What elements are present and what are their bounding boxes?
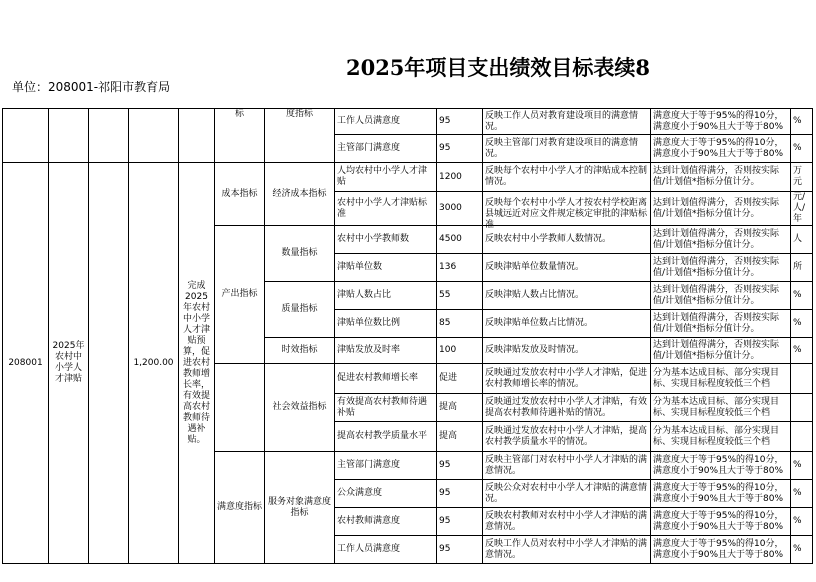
indicator-standard-text: 分为基本达成目标、部分实现目标、实现目标程度较低三个档 <box>653 367 780 389</box>
indicator-value: 4500 <box>437 226 483 254</box>
indicator-value: 提高 <box>437 394 483 422</box>
indicator-name: 津贴单位数比例 <box>335 310 437 338</box>
indicator-standard-text: 分为基本达成目标、部分实现目标、实现目标程度较低三个档 <box>653 396 780 418</box>
unit-label: 单位：208001-祁阳市教育局 <box>12 80 171 94</box>
indicator-unit <box>791 394 813 422</box>
indicator-value: 95 <box>437 135 483 163</box>
indicator-name: 农村中小学人才津贴标准 <box>335 192 437 226</box>
indicator-value: 95 <box>437 109 483 135</box>
indicator-standard <box>651 536 791 564</box>
quality-level2: 质量指标 <box>265 282 335 338</box>
indicator-desc-text: 反映津贴人数占比情况。 <box>485 290 585 300</box>
indicator-unit: % <box>791 135 813 163</box>
indicator-standard <box>651 480 791 508</box>
indicator-name: 农村教师满意度 <box>335 508 437 536</box>
quantity-level2: 数量指标 <box>265 226 335 282</box>
indicator-value: 55 <box>437 282 483 310</box>
indicator-name: 主管部门满意度 <box>335 452 437 480</box>
indicator-standard <box>651 394 791 422</box>
indicator-standard-text: 达到计划值得满分，否则按实际值/计划值*指标分值计分。 <box>653 228 780 250</box>
indicator-desc-text: 反映津贴单位数量情况。 <box>485 262 585 272</box>
indicator-standard <box>651 254 791 282</box>
project-goal: 完成2025年农村中小学人才津贴预算，促进农村教师增长率，有效提高农村教师待遇补贴。 <box>179 163 215 564</box>
indicator-name: 农村中小学教师数 <box>335 226 437 254</box>
indicator-unit: % <box>791 310 813 338</box>
indicator-name: 促进农村教师增长率 <box>335 364 437 394</box>
indicator-unit: % <box>791 480 813 508</box>
performance-table <box>2 108 813 564</box>
indicator-desc-text: 反映农村中小学教师人数情况。 <box>485 234 612 244</box>
indicator-standard-text: 达到计划值得满分，否则按实际值/计划值*指标分值计分。 <box>653 197 780 219</box>
indicator-desc-text: 反映主管部门对教育建设项目的满意情况。 <box>485 137 639 159</box>
indicator-name: 公众满意度 <box>335 480 437 508</box>
indicator-desc <box>483 422 651 452</box>
indicator-desc-text: 反映公众对农村中小学人才津贴的满意情况。 <box>485 482 648 504</box>
level2-cell: 度指标 <box>265 109 335 163</box>
indicator-unit: % <box>791 338 813 364</box>
indicator-desc-text: 反映农村教师对农村中小学人才津贴的满意情况。 <box>485 510 648 532</box>
indicator-unit <box>791 422 813 452</box>
indicator-standard <box>651 163 791 192</box>
cost-level2: 经济成本指标 <box>265 163 335 226</box>
indicator-value: 3000 <box>437 192 483 226</box>
indicator-standard <box>651 310 791 338</box>
indicator-name: 工作人员满意度 <box>335 109 437 135</box>
indicator-standard-text: 分为基本达成目标、部分实现目标、实现目标程度较低三个档 <box>653 425 780 447</box>
project-amount: 1,200.00 <box>129 163 179 564</box>
indicator-name: 人均农村中小学人才津贴 <box>335 163 437 192</box>
indicator-desc-text: 反映通过发放农村中小学人才津贴，促进农村教师增长率的情况。 <box>485 367 648 389</box>
indicator-value: 95 <box>437 536 483 564</box>
indicator-desc <box>483 192 651 230</box>
indicator-unit: % <box>791 508 813 536</box>
project-name: 2025年农村中小学人才津贴 <box>49 163 89 564</box>
indicator-desc <box>483 536 651 564</box>
indicator-name: 津贴人数占比 <box>335 282 437 310</box>
satisfaction-level2: 服务对象满意度指标 <box>265 452 335 564</box>
indicator-value: 1200 <box>437 163 483 192</box>
indicator-desc-text: 反映通过发放农村中小学人才津贴，有效提高农村教师待遇补贴的情况。 <box>485 396 648 418</box>
indicator-name: 津贴发放及时率 <box>335 338 437 364</box>
indicator-standard <box>651 452 791 480</box>
indicator-unit: % <box>791 109 813 135</box>
indicator-desc <box>483 163 651 192</box>
indicator-standard <box>651 135 791 163</box>
indicator-desc-text: 反映每个农村中小学人才按农村学校距离县城远近对应文件规定核定审批的津贴标准 <box>485 197 648 230</box>
indicator-standard-text: 满意度大于等于95%的得10分，满意度小于90%且大于等于80% <box>653 454 784 476</box>
indicator-value: 促进 <box>437 364 483 394</box>
indicator-desc <box>483 452 651 480</box>
indicator-desc <box>483 338 651 364</box>
indicator-unit: 人 <box>791 226 813 254</box>
indicator-standard <box>651 338 791 364</box>
indicator-unit: % <box>791 282 813 310</box>
indicator-name: 提高农村教学质量水平 <box>335 422 437 452</box>
indicator-desc-text: 反映工作人员对农村中小学人才津贴的满意情况。 <box>485 538 648 560</box>
indicator-desc-text: 反映工作人员对教育建设项目的满意情况。 <box>485 110 639 132</box>
indicator-unit <box>791 364 813 394</box>
indicator-value: 提高 <box>437 422 483 452</box>
benefit-level2: 社会效益指标 <box>265 364 335 452</box>
indicator-standard-text: 达到计划值得满分，否则按实际值/计划值*指标分值计分。 <box>653 166 780 187</box>
indicator-standard <box>651 109 791 135</box>
project-code: 208001 <box>3 163 49 564</box>
indicator-desc <box>483 508 651 536</box>
indicator-value: 100 <box>437 338 483 364</box>
timeliness-level2: 时效指标 <box>265 338 335 364</box>
indicator-name: 工作人员满意度 <box>335 536 437 564</box>
indicator-desc-text: 反映每个农村中小学人才的津贴成本控制情况。 <box>485 166 648 187</box>
indicator-standard <box>651 508 791 536</box>
indicator-name: 有效提高农村教师待遇补贴 <box>335 394 437 422</box>
level1-cell: 标 <box>215 109 265 163</box>
indicator-name: 主管部门满意度 <box>335 135 437 163</box>
indicator-desc <box>483 364 651 394</box>
indicator-desc-text: 反映津贴发放及时情况。 <box>485 345 585 355</box>
indicator-desc <box>483 480 651 508</box>
indicator-unit: 元/人/年 <box>791 192 813 226</box>
indicator-standard <box>651 192 791 226</box>
indicator-unit: 万元 <box>791 163 813 192</box>
indicator-value: 95 <box>437 480 483 508</box>
indicator-standard-text: 达到计划值得满分，否则按实际值/计划值*指标分值计分。 <box>653 284 780 306</box>
indicator-unit: % <box>791 452 813 480</box>
indicator-standard-text: 满意度大于等于95%的得10分，满意度小于90%且大于等于80% <box>653 510 784 532</box>
indicator-desc <box>483 226 651 254</box>
indicator-desc <box>483 310 651 338</box>
table-row <box>3 163 813 192</box>
indicator-unit: % <box>791 536 813 564</box>
indicator-desc <box>483 254 651 282</box>
output-level1: 产出指标 <box>215 226 265 364</box>
indicator-desc <box>483 394 651 422</box>
indicator-standard <box>651 422 791 452</box>
indicator-standard-text: 达到计划值得满分，否则按实际值/计划值*指标分值计分。 <box>653 339 780 361</box>
indicator-standard-text: 达到计划值得满分，否则按实际值/计划值*指标分值计分。 <box>653 312 780 334</box>
satisfaction-level1: 满意度指标 <box>215 452 265 564</box>
indicator-standard-text: 满意度大于等于95%的得10分，满意度小于90%且大于等于80% <box>653 110 784 132</box>
indicator-standard-text: 满意度大于等于95%的得10分，满意度小于90%且大于等于80% <box>653 137 784 159</box>
indicator-value: 85 <box>437 310 483 338</box>
indicator-value: 95 <box>437 452 483 480</box>
indicator-standard <box>651 364 791 394</box>
indicator-unit: 所 <box>791 254 813 282</box>
cost-level1: 成本指标 <box>215 163 265 226</box>
indicator-desc <box>483 109 651 135</box>
indicator-desc-text: 反映津贴单位数占比情况。 <box>485 318 594 328</box>
indicator-standard-text: 满意度大于等于95%的得10分，满意度小于90%且大于等于80% <box>653 482 784 504</box>
indicator-standard <box>651 226 791 254</box>
indicator-desc-text: 反映通过发放农村中小学人才津贴，提高农村教学质量水平的情况。 <box>485 425 648 447</box>
indicator-name: 津贴单位数 <box>335 254 437 282</box>
indicator-desc-text: 反映主管部门对农村中小学人才津贴的满意情况。 <box>485 454 648 476</box>
indicator-value: 136 <box>437 254 483 282</box>
table-row <box>3 109 813 135</box>
indicator-desc <box>483 135 651 163</box>
indicator-desc <box>483 282 651 310</box>
indicator-standard-text: 满意度大于等于95%的得10分，满意度小于90%且大于等于80% <box>653 538 784 560</box>
indicator-value: 95 <box>437 508 483 536</box>
page-title-text: 2025年项目支出绩效目标表续8 <box>345 55 651 80</box>
indicator-standard <box>651 282 791 310</box>
indicator-standard-text: 达到计划值得满分，否则按实际值/计划值*指标分值计分。 <box>653 256 780 278</box>
